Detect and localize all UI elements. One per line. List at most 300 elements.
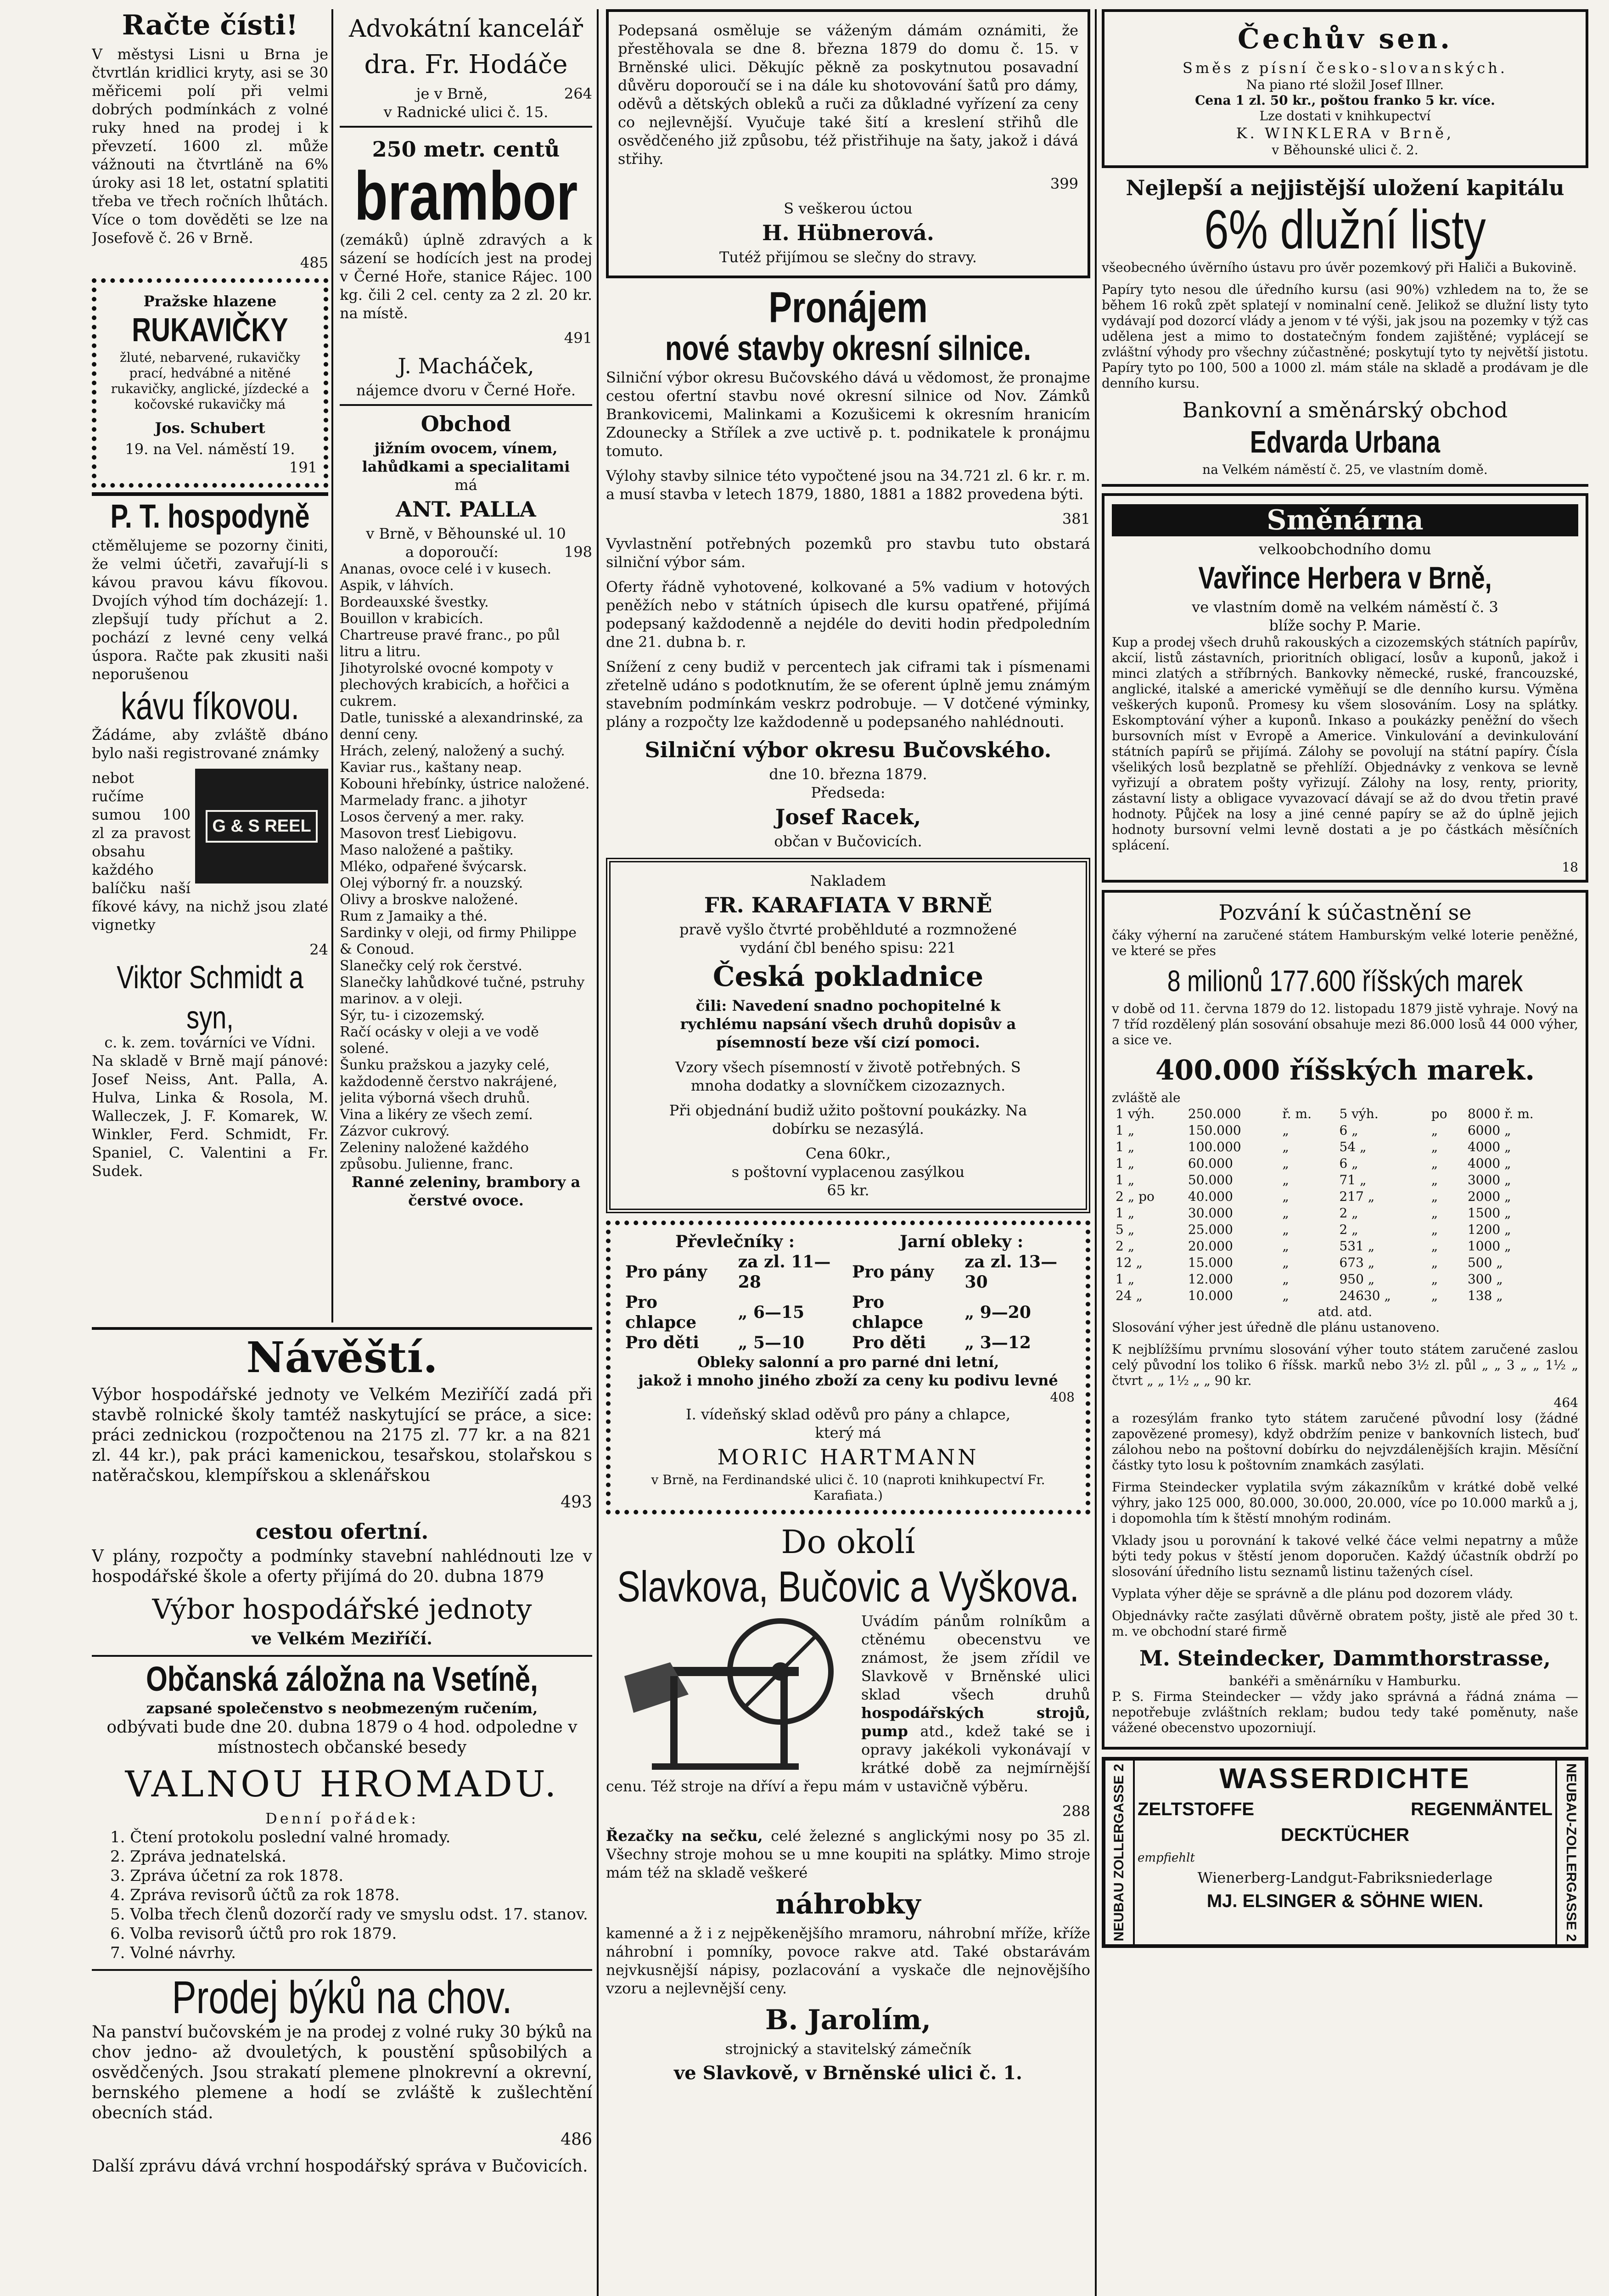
obchod-item: Jihotyrolské ovocné kompoty v plechových krabicích, a hořčici a cukrem. bbox=[340, 660, 570, 709]
hamburg-cell: „ bbox=[1282, 1123, 1289, 1138]
advokat-text bbox=[340, 84, 592, 103]
pt-title: P. T. hospodyně bbox=[110, 497, 310, 535]
obchod-ma: má bbox=[454, 476, 477, 494]
pronajem-sub: nové stavby okresní silnice. bbox=[665, 329, 1032, 368]
hamburg-cell: 5 „ bbox=[1116, 1222, 1135, 1237]
zalozna-p1: odbývati bude dne 20. dubna 1879 o 4 hod. odpoledne v místnostech občanské besedy bbox=[107, 1718, 577, 1757]
karafiat-p2: Při objednání budiž užito poštovní poukázky. Na dobírku se nezasýlá. bbox=[669, 1102, 1027, 1137]
obchod-item: Losos červený a mer. raky. bbox=[340, 809, 525, 825]
wasserdichte-d: empfiehlt bbox=[1138, 1851, 1195, 1865]
hamburg-cell: 950 „ bbox=[1339, 1272, 1375, 1287]
obchod-item: Masovon tresť Liebigovu. bbox=[340, 826, 517, 842]
divider bbox=[92, 1969, 592, 1971]
divider bbox=[1102, 484, 1588, 487]
hamburg-cell: 30.000 bbox=[1188, 1205, 1233, 1221]
column-rule bbox=[331, 9, 333, 1322]
divider bbox=[92, 1327, 592, 1330]
karafiat-top: Nakladem bbox=[810, 872, 886, 889]
karafiat-p1: Vzory všech písemností v životě potřebných. S mnoha dodatky a slovníčkem cizozaznych. bbox=[675, 1058, 1021, 1094]
obchod-item: Hrách, zelený, naložený a suchý. bbox=[340, 743, 565, 759]
karafiat-desc: čili: Navedení snadno pochopitelné k rychlému napsání všech druhů dopisův a písemností beze vší cizí pomoci. bbox=[680, 997, 1016, 1051]
hamburg-cell: 1200 „ bbox=[1467, 1222, 1511, 1237]
cech-line5: K. WINKLERA v Brně, bbox=[1236, 124, 1454, 142]
hamburg-cell: 6 „ bbox=[1339, 1156, 1358, 1171]
hamburg-cell: 8000 ř. m. bbox=[1467, 1106, 1534, 1121]
obchod-ad bbox=[340, 404, 592, 1210]
hamburg-row bbox=[1112, 1155, 1578, 1172]
hubnerova-text: Podepsaná osměluje se váženým dámám oznámiti, že přestěhovala se dne 8. března 1879 do domu č. 15. v Brněnské ulici. Děkujíc pěkně za poskytnutou posavadní důvěru doporoučí se i na dále ku shotovování šatů pro dámy, oděvů a dětských obleků a ruči za důkladné vyřízení za ceny co nejlevnější. Vyučuje také šití a kreslení střihů dle osvědčeného již způsobu, též přistřihuje na šaty, jakož i dává střihy. bbox=[618, 22, 1078, 168]
hamburg-big2: 400.000 říšských marek. bbox=[1155, 1054, 1535, 1086]
brambor-big: brambor bbox=[354, 158, 578, 235]
hamburg-p7: Vklady jsou u porovnání k takové velké čáce velmi nepatrny a může býti tedy pokus v štěstí jenom doporučen. Každý účastník obdrží po slosování úředního listu seznamů listinu tažených císel. bbox=[1112, 1533, 1578, 1579]
jarolim-sub: strojnický a stavitelský zámečník bbox=[725, 2040, 971, 2058]
pt-big: kávu fíkovou. bbox=[121, 684, 299, 727]
hartmann-cell: Pro chlapce bbox=[625, 1293, 697, 1332]
hamburg-label: zvláště ale bbox=[1112, 1090, 1181, 1105]
hamburg-cell: 2000 „ bbox=[1467, 1189, 1511, 1204]
karafiat-name: FR. KARAFIATA V BRNĚ bbox=[704, 893, 992, 917]
obchod-item: Slanečky lahůdkové tučné, pstruhy marinov. a v oleji. bbox=[340, 974, 585, 1007]
obchod-item: Šunku pražskou a jazyky celé, každodenně čerstvo nakrájené, jelita výborná všech druhů. bbox=[340, 1057, 558, 1106]
hartmann-p3: I. vídeňský sklad oděvů pro pány a chlapce, bbox=[686, 1406, 1010, 1423]
cech-line4: Lze dostati v knihkupectví bbox=[1259, 108, 1431, 124]
hubnerova-greet: S veškerou úctou bbox=[784, 200, 913, 217]
hamburg-p2: v době od 11. června 1879 do 12. listopadu 1879 jistě vyhraje. Nový na 7 tříd rozdělený plán sosování obsahuje mezi 86.000 losů 44 000 výher, a sice ve. bbox=[1112, 1001, 1578, 1047]
obchod-item: Zázvor cukrový. bbox=[340, 1123, 450, 1139]
hamburg-cell: 2 „ bbox=[1339, 1222, 1358, 1237]
obchod-item: Marmelady franc. a jihotyr bbox=[340, 793, 527, 809]
gloves-title: RUKAVIČKY bbox=[132, 311, 288, 349]
hamburg-cell: ř. m. bbox=[1282, 1106, 1312, 1121]
hartmann-number: 408 bbox=[1050, 1390, 1075, 1405]
hamburg-cell: „ bbox=[1431, 1123, 1438, 1138]
zalozna-list bbox=[92, 1828, 592, 1963]
karafiat-ad bbox=[606, 858, 1090, 1213]
column-rule bbox=[597, 9, 599, 2296]
hamburg-name: M. Steindecker, Dammthorstrasse, bbox=[1139, 1646, 1551, 1671]
wasserdichte-title: WASSERDICHTE bbox=[1219, 1763, 1471, 1795]
hamburg-cell: 4000 „ bbox=[1467, 1139, 1511, 1154]
hamburg-cell: 1 „ bbox=[1116, 1205, 1135, 1221]
pronajem-sub2: občan v Bučovicích. bbox=[774, 833, 922, 850]
pt-text: ctěmělujeme se pozorny činiti, že velmi účetři, zavařují-li s kávou pravou kávu fíkovou. Dvojích výhod tím docházejí: 1. zlepšují tudy příchut a 2. pochází z levné ceny velká úspora. Račte pak zkusiti naši neporušenou bbox=[92, 537, 328, 683]
wasserdichte-e: Wienerberg-Landgut-Fabriksniederlage bbox=[1197, 1869, 1493, 1886]
obchod-item: Ananas, ovoce celé i v kusech. bbox=[340, 561, 552, 577]
hamburg-cell: „ bbox=[1431, 1189, 1438, 1204]
naveste-title: Návěští. bbox=[246, 1333, 438, 1382]
machine-illustration bbox=[606, 1612, 854, 1777]
pronajem-name: Josef Racek, bbox=[775, 805, 921, 829]
cech-line2: Na piano rté složil Josef Illner. bbox=[1246, 77, 1444, 92]
hamburg-cell: 24 „ bbox=[1116, 1288, 1143, 1303]
jarolim-address: ve Slavkově, v Brněnské ulici č. 1. bbox=[674, 2062, 1022, 2084]
naveste-sub: ve Velkém Meziříčí. bbox=[252, 1629, 432, 1649]
hartmann-name: MORIC HARTMANN bbox=[717, 1445, 979, 1469]
hartmann-p4: který má bbox=[815, 1424, 881, 1441]
hartmann-h1: Převleč́níky : bbox=[675, 1232, 795, 1251]
obchod-item: Zeleniny naložené každého způsobu. Julienne, franc. bbox=[340, 1140, 529, 1172]
hamburg-cell: 1 „ bbox=[1116, 1172, 1135, 1187]
byky-title: Prodej býků na chov. bbox=[172, 1971, 512, 2023]
hartmann-rows bbox=[622, 1252, 1075, 1353]
obchod-item: Račí ocásky v oleji a ve vodě solené. bbox=[340, 1024, 539, 1057]
jarolim-p2: atd., kdež také se i opravy jakékoli vykonávají v krátké době za nejmírnější cenu. Též stroje na dříví a řepu mám v ustavičně výběru. bbox=[606, 1722, 1090, 1795]
schmidt-text: Na skladě v Brně mají pánové: Josef Neiss, Ant. Palla, A. Hulva, Linka & Rosola, M. Walleczek, J. F. Komarek, W. Winkler, Ferd. Schmidt, Fr. Spaniel, C. Valentini a Fr. Sudek. bbox=[92, 1052, 328, 1180]
hamburg-p4: K nejblížšímu prvnímu slosování výher touto státem zaručené zaslou celý původní los toliko 6 říšsk. marků nebo 3½ zl. půl „ „ 3 „ „ 1½ „ čtvrt „ „ 1½ „ „ 90 kr. bbox=[1112, 1342, 1578, 1388]
hubnerova-ad bbox=[606, 9, 1090, 278]
hamburg-big: 8 milionů 177.600 říšských marek bbox=[1167, 964, 1523, 998]
smenarna-name: Vavřince Herbera v Brně, bbox=[1198, 561, 1492, 596]
obchod-item: Mléko, odpařené švýcarsk. bbox=[340, 859, 527, 875]
pt-text-3: nebot ručíme sumou 100 zl za pravost obsahu každého balíčku naší fíkové kávy, na nichž jsou zlaté vignetky bbox=[92, 769, 328, 934]
hartmann-p1: Obleky salonní a pro parné dni letní, bbox=[697, 1353, 999, 1371]
pt-text-2: Žádáme, aby zvláště dbáno bylo naši registrované známky bbox=[92, 726, 328, 762]
hamburg-ps: P. S. Firma Steindecker — vždy jako správná a řádná známa — nepotřebuje zvláštních reklam; budou tedy také poměnuty, naše vážené obecenstvo upozorniují. bbox=[1112, 1689, 1578, 1735]
cech-sub: Směs z písní česko-slovanských. bbox=[1182, 59, 1508, 77]
brambor-sub: nájemce dvoru v Černé Hoře. bbox=[356, 382, 576, 399]
gloves-name: Jos. Schubert bbox=[155, 419, 265, 437]
obchod-item: Bordeauxské švestky. bbox=[340, 594, 489, 610]
naveste-p1: Výbor hospodářské jednoty ve Velkém Meziříčí zadá při stavbě rolnické školy tamtéž naskytující se práce, a sice: práci zednickou (rozpočtenou na 2175 zl. 77 kr. a na 821 zl. 44 kr.), pak práci kamenickou, tesařskou, stolařskou s natěračskou, klempířskou a sklenářskou bbox=[92, 1385, 592, 1485]
hamburg-p5: a rozesýlám franko tyto státem zaručené původní losy (žádné zapovězené promesy), když obdržím penize v bankovních listech, buď zálohou nebo na poštovní dobírku do nejvzdálenějších krajin. Měsíční částky tyto losu k poštovním znamkách zasýlati. bbox=[1112, 1411, 1578, 1473]
hamburg-cell: „ bbox=[1282, 1238, 1289, 1254]
wasserdichte-f: MJ. ELSINGER & SÖHNE WIEN. bbox=[1206, 1891, 1484, 1911]
brambor-text: (zemáků) úplně zdravých a k sázení se hodících jest na prodej v Černé Hoře, stanice Rájec. 100 kg. čili 2 cel. centy za 2 zl. 20 kr. na místě. bbox=[340, 231, 592, 322]
hartmann-cell: „ 9—20 bbox=[964, 1303, 1031, 1322]
hamburg-cell: 217 „ bbox=[1339, 1189, 1375, 1204]
hartmann-head bbox=[622, 1232, 1075, 1252]
pronajem-title: Pronájem bbox=[768, 283, 928, 332]
hamburg-cell: 2 „ bbox=[1116, 1238, 1135, 1254]
karafiat-price2: s poštovní vyplacenou zasýlkou bbox=[731, 1163, 965, 1181]
gloves-body: žluté, nebarvené, rukavičky prací, hedvábné a nitěné rukavičky, anglické, jízdecké a kočovské rukavičky má bbox=[111, 350, 309, 412]
hamburg-number: 464 bbox=[1553, 1395, 1578, 1410]
pt-logo bbox=[195, 769, 328, 884]
naveste-bold: cestou ofertní. bbox=[255, 1519, 429, 1544]
cech-ad bbox=[1102, 9, 1588, 168]
hamburg-cell: 250.000 bbox=[1188, 1106, 1241, 1121]
jarolim-t2: Slavkova, Bučovic a Vyškova. bbox=[617, 1562, 1079, 1611]
hartmann-h2: Jarní obleky : bbox=[899, 1232, 1024, 1251]
hamburg-row bbox=[1112, 1139, 1578, 1155]
wasserdichte-c: DECKTÜCHER bbox=[1281, 1825, 1409, 1845]
hamburg-cell: 673 „ bbox=[1339, 1255, 1375, 1270]
hamburg-cell: „ bbox=[1431, 1156, 1438, 1171]
column-3 bbox=[606, 9, 1090, 2296]
bottom-left-section bbox=[92, 1327, 592, 2296]
hamburg-cell: 6000 „ bbox=[1467, 1123, 1511, 1138]
obchod-address: v Brně, v Běhounské ul. 10 bbox=[366, 525, 566, 542]
divider bbox=[92, 492, 328, 496]
hamburg-cell: „ bbox=[1282, 1288, 1289, 1303]
zalozna-item: 3. Zpráva účetní za rok 1878. bbox=[110, 1867, 344, 1885]
machine-icon bbox=[606, 1612, 854, 1777]
jarolim-p4: kamenné a ž i z nejpěkenějšího mramoru, náhrobní mříže, kříže náhrobní i pomníky, povoce rakve atd. Také obstarávám nejvkusnější nápisy, pozlacování a vyskače dle nejnovějšího vzoru a nejlevnější ceny. bbox=[606, 1925, 1090, 1997]
hamburg-cell: 150.000 bbox=[1188, 1123, 1241, 1138]
zalozna-item: 7. Volné návrhy. bbox=[110, 1944, 236, 1962]
hamburg-cell: 1 výh. bbox=[1116, 1106, 1155, 1121]
hamburg-cell: „ bbox=[1282, 1205, 1289, 1221]
obchod-item: Rum z Jamaiky a thé. bbox=[340, 908, 488, 924]
wasserdichte-right bbox=[1555, 1761, 1585, 1944]
hartmann-cell: Pro děti bbox=[852, 1333, 926, 1352]
hamburg-cell: 5 výh. bbox=[1339, 1106, 1379, 1121]
hamburg-row bbox=[1112, 1288, 1578, 1304]
karafiat-number: 221 bbox=[928, 939, 956, 957]
hamburg-ad bbox=[1102, 890, 1588, 1750]
jarolim-p1-text: Uvádím pánům rolníkům a ctěnému obecenstvu ve známost, že jsem zřídil ve Slavkově v Brněnské ulici sklad všech druhů bbox=[861, 1612, 1090, 1703]
hamburg-row bbox=[1112, 1122, 1578, 1139]
hamburg-cell: „ bbox=[1431, 1288, 1438, 1303]
smenarna-text: Kup a prodej všech druhů rakouských a cizozemských státních papírův, akcií, listů zástavních, prioritních obligací, losův a kuponů, jakož i minci zlatých a stříbrných. Bankovky německé, ruské, francouzské, anglické, italské a americké vyměňují se dle denního kursu. Výměna veškerých kuponů. Promesy ku všem slosováním. Losy na splátky. Eskomptování výher a kuponů. Inkaso a poukázky peněžní do všech bursovních míst v Evropě a Americe. Vinkulování a devinkulování státních papírů se přijímá. Zálohy se povolují na státní papíry. Čísla všelikých losů bezplatně se přehlíží. Objednávky z venkova se levně vyřizují a obratem pošty vyřizují. Zálohy na losy, renty, priority, zástavní listy a obligace vyvazovací dávají se až do dvou třetin pravé hodnoty. Půjček na losy a jiné cenné papíry se až do úplně jejich hodnoty bursovní velmi levně dostati a je po částkách měsíčních splácení. bbox=[1112, 635, 1578, 853]
hamburg-row bbox=[1112, 1205, 1578, 1221]
obchod-item: Olej výborný fr. a nouzský. bbox=[340, 875, 523, 891]
hamburg-rows bbox=[1112, 1106, 1578, 1304]
advokat-address: v Radnické ulici č. 15. bbox=[383, 103, 549, 121]
hamburg-table bbox=[1112, 1106, 1578, 1304]
zalozna-item: 4. Zpráva revisorů účtů za rok 1878. bbox=[110, 1886, 400, 1904]
zalozna-title: Občanská záložna na Vsetíně, bbox=[146, 1660, 538, 1699]
advokat-number: 264 bbox=[564, 85, 592, 102]
hamburg-title: Pozvání k súčastnění se bbox=[1218, 900, 1472, 925]
obchod-item: Sardinky v oleji, od firmy Philippe & Conoud. bbox=[340, 925, 577, 957]
gloves-ad bbox=[92, 278, 328, 488]
hamburg-cell: 40.000 bbox=[1188, 1189, 1233, 1204]
obchod-item: Sýr, tu- i cizozemský. bbox=[340, 1007, 485, 1024]
hubnerova-foot: Tutéž přijímou se slečny do stravy. bbox=[719, 248, 977, 266]
jarolim-b2: Řezačky na sečku, bbox=[606, 1827, 763, 1845]
herbert-ad bbox=[1102, 493, 1588, 883]
pronajem-sign: Silniční výbor okresu Bučovského. bbox=[645, 737, 1052, 762]
hamburg-cell: 54 „ bbox=[1339, 1139, 1367, 1154]
dluzni-big: 6% dlužní listy bbox=[1204, 199, 1486, 261]
smenarna-address2: blíže sochy P. Marie. bbox=[1269, 617, 1421, 634]
hamburg-cell: 15.000 bbox=[1188, 1255, 1233, 1270]
ad-title: Račte čísti! bbox=[122, 9, 298, 41]
jarolim-b3: náhrobky bbox=[775, 1888, 921, 1920]
jarolim-body bbox=[606, 1612, 1090, 1802]
zalozna-sub: zapsané společenstvo s neobmezeným ručením, bbox=[146, 1699, 538, 1717]
obchod-number: 198 bbox=[564, 543, 592, 561]
naveste-sign: Výbor hospodářské jednoty bbox=[152, 1593, 532, 1626]
hamburg-row bbox=[1112, 1106, 1578, 1122]
jarolim-t1: Do okolí bbox=[781, 1523, 915, 1561]
cech-line3: Cena 1 zl. 50 kr., poštou franko 5 kr. více. bbox=[1195, 93, 1495, 108]
hamburg-cell: „ bbox=[1282, 1272, 1289, 1287]
pt-logo-text: G & S REEL bbox=[206, 810, 317, 843]
hubnerova-name: H. Hübnerová. bbox=[762, 220, 934, 245]
hamburg-cell: „ bbox=[1431, 1139, 1438, 1154]
column-1 bbox=[92, 9, 328, 1313]
byky-p1: Na panství bučovském je na prodej z volné ruky 30 býků na chov jedno- až dvouletých, k poustění spůsobilých a osvědčených. Jsou strakatí plemene plnokrevní a okrevní, bernského plemene a hodí se zvláště k zušlechtění obecních stád. bbox=[92, 2023, 592, 2122]
hartmann-p2: jakož i mnoho jiného zboží za ceny ku podivu levné bbox=[638, 1372, 1058, 1389]
smenarna-title: Směnárna bbox=[1112, 504, 1578, 536]
hartmann-cell: Pro pány bbox=[852, 1262, 934, 1282]
pronajem-predseda: Předseda: bbox=[811, 784, 886, 801]
jarolim-p3 bbox=[606, 1827, 1090, 1882]
brambor-name: J. Macháček, bbox=[398, 354, 534, 378]
hamburg-cell: 20.000 bbox=[1188, 1238, 1233, 1254]
hamburg-p8: Vyplata výher děje se správně a dle plánu pod dozorem vlády. bbox=[1112, 1586, 1514, 1601]
hamburg-cell: 71 „ bbox=[1339, 1172, 1367, 1187]
gloves-number: 191 bbox=[289, 459, 317, 476]
hamburg-cell: 1 „ bbox=[1116, 1272, 1135, 1287]
pronajem-p3: Vyvlastnění potřebných pozemků pro stavbu tuto obstará silniční výbor sám. bbox=[606, 535, 1090, 571]
hamburg-row bbox=[1112, 1238, 1578, 1255]
hamburg-row bbox=[1112, 1255, 1578, 1271]
hamburg-cell: 300 „ bbox=[1467, 1272, 1503, 1287]
pronajem-p1: Silniční výbor okresu Bučovského dává u vědomost, že pronajme cestou ofertní stavbu nové okresní silnice od Nov. Zámků Brankovicemi, Malinkami a Kozušicemi k okresním hranicím Zdounecky a Střílek a zve uctivě p. t. podnikatele k pronájmu tomuto. bbox=[606, 369, 1090, 460]
jarolim-name: B. Jarolím, bbox=[765, 2004, 931, 2036]
obchod-list bbox=[340, 561, 592, 1173]
hamburg-cell: 100.000 bbox=[1188, 1139, 1241, 1154]
karafiat-sub-text: pravě vyšlo čtvrté proběhlduté a rozmnožené vydání čbl beného spisu: bbox=[679, 921, 1017, 957]
obchod-item: Olivy a broskve naložené. bbox=[340, 892, 519, 908]
dluzni-address: na Velkém náměstí č. 25, ve vlastním domě. bbox=[1202, 462, 1488, 477]
hamburg-cell: 12 „ bbox=[1116, 1255, 1143, 1270]
dluzni-l1: všeobecného úvěrního ústavu pro úvěr pozemkový při Haliči a Bukovině. bbox=[1102, 260, 1577, 275]
wasserdichte-a: ZELTSTOFFE bbox=[1138, 1799, 1255, 1819]
obchod-item: Aspik, v láhvích. bbox=[340, 578, 454, 594]
karafiat-price3: 65 kr. bbox=[827, 1182, 869, 1199]
hamburg-cell: „ bbox=[1282, 1156, 1289, 1171]
hamburg-cell: „ bbox=[1431, 1238, 1438, 1254]
obchod-item: Chartreuse pravé franc., po půl litru a litru. bbox=[340, 627, 560, 660]
hamburg-cell: „ bbox=[1282, 1139, 1289, 1154]
naveste-p2: V plány, rozpočty a podmínky stavební nahlédnouti lze v hospodářské škole a oferty přijímá do 20. dubna 1879 bbox=[92, 1547, 592, 1586]
hamburg-cell: 60.000 bbox=[1188, 1156, 1233, 1171]
hamburg-cell: 25.000 bbox=[1188, 1222, 1233, 1237]
schmidt-sub: c. k. zem. továrníci ve Vídni. bbox=[104, 1034, 316, 1051]
obchod-item: Vina a likéry ze všech zemí. bbox=[340, 1107, 533, 1123]
advokat-name: dra. Fr. Hodáče bbox=[364, 50, 568, 79]
obchod-item: Kaviar rus., kaštany neap. bbox=[340, 760, 522, 776]
hamburg-cell: 2 „ bbox=[1339, 1205, 1358, 1221]
karafiat-price: Cena 60kr., bbox=[805, 1145, 891, 1162]
wasserdichte-left-text: NEUBAU ZOLLERGASSE 2 bbox=[1111, 1763, 1127, 1941]
obchod-name: ANT. PALLA bbox=[396, 497, 536, 522]
hamburg-p6: Firma Steindecker vyplatila svým zákazníkům v krátké době velké výhry, jako 125 000, 80.000, 30.000, 20.000, více po 10.000 marků a j, i dopomohla tím k štěstí mnohým rodinám. bbox=[1112, 1480, 1578, 1526]
hamburg-cell: „ bbox=[1431, 1172, 1438, 1187]
hamburg-row bbox=[1112, 1221, 1578, 1238]
smenarna-sub: velkoobchodního domu bbox=[1259, 540, 1431, 558]
hamburg-p3: Slosování výher jest úředně dle plánu ustanoveno. bbox=[1112, 1320, 1440, 1335]
smenarna-address: ve vlastním domě na velkém náměstí č. 3 bbox=[1192, 598, 1498, 616]
hamburg-cell: 1500 „ bbox=[1467, 1205, 1511, 1221]
hamburg-cell: 500 „ bbox=[1467, 1255, 1503, 1270]
schmidt-title: Viktor Schmidt a syn, bbox=[117, 959, 303, 1035]
pronajem-p2: Výlohy stavby silnice této vypočtené jsou na 34.721 zl. 6 kr. r. m. a musí stavba v letech 1879, 1880, 1881 a 1882 provedena býti. bbox=[606, 467, 1090, 503]
zalozna-item: 6. Volba revisorů účtů pro rok 1879. bbox=[110, 1925, 397, 1943]
hartmann-cell: „ 6—15 bbox=[738, 1303, 805, 1322]
hartmann-ad bbox=[606, 1221, 1090, 1514]
hubnerova-number: 399 bbox=[1050, 175, 1078, 192]
hamburg-cell: 1 „ bbox=[1116, 1156, 1135, 1171]
zalozna-big: VALNOU HROMADU. bbox=[125, 1764, 559, 1805]
hamburg-cell: „ bbox=[1282, 1255, 1289, 1270]
hartmann-cell: Pro děti bbox=[625, 1333, 699, 1352]
dluzni-l2: Papíry tyto nesou dle úředního kursu (asi 90%) vzhledem na to, že se během 16 roků zpět splatejí v nominalní ceně. Jelikož se dlužní listy tyto vydávají pod dozorcí vlády a jenom v té výši, jak jsou na pozemky v týž cas udělena jest a mimo to dostatečným fondem zajištěné; vyplácejí se zvláštní výhody pro všechny zúčastněné; poskytují tyto ty největší jistotu. Papíry tyto po 100, 500 a 1000 zl. mám stále na skladě a prodávam je dle denního kursu. bbox=[1102, 282, 1588, 391]
gloves-head: Pražske hlazene bbox=[143, 293, 277, 310]
obchod-title: Obchod bbox=[420, 411, 511, 436]
jarolim-b1: hospodářských strojů, pump bbox=[861, 1704, 1090, 1740]
dluzni-bank: Bankovní a směnárský obchod bbox=[1182, 398, 1508, 422]
wasserdichte-row bbox=[1138, 1797, 1553, 1821]
hamburg-cell: 10.000 bbox=[1188, 1288, 1233, 1303]
hamburg-sub: bankéři a směnárníku v Hamburku. bbox=[1229, 1673, 1461, 1688]
hamburg-cell: „ bbox=[1282, 1222, 1289, 1237]
wasserdichte-ad bbox=[1102, 1757, 1588, 1948]
column-rule bbox=[1095, 9, 1097, 2296]
obchod-item: Datle, tunisské a alexandrinské, za denní ceny. bbox=[340, 710, 583, 743]
pt-logo-block bbox=[92, 769, 328, 940]
column-2 bbox=[340, 9, 592, 1313]
column-4 bbox=[1102, 9, 1588, 2296]
advokat-text-value: je v Brně, bbox=[416, 85, 488, 102]
hamburg-cell: 1 „ bbox=[1116, 1123, 1135, 1138]
hamburg-cell: 2 „ po bbox=[1116, 1189, 1155, 1204]
gloves-address: 19. na Vel. náměstí 19. bbox=[125, 440, 295, 458]
zalozna-item: 2. Zpráva jednatelská. bbox=[110, 1847, 286, 1866]
byky-number: 486 bbox=[561, 2130, 592, 2149]
hamburg-cell: 50.000 bbox=[1188, 1172, 1233, 1187]
dluzni-head: Nejlepší a nejjistější uložení kapitálu bbox=[1126, 175, 1564, 200]
obchod-recommend bbox=[340, 543, 592, 561]
hamburg-cell: „ bbox=[1431, 1222, 1438, 1237]
naveste-number: 493 bbox=[561, 1493, 592, 1512]
hartmann-cell: „ 5—10 bbox=[738, 1333, 805, 1352]
advokat-ad bbox=[340, 13, 592, 128]
zalozna-item: 5. Volba třech členů dozorčí rady ve smyslu odst. 17. stanov. bbox=[110, 1905, 588, 1924]
hamburg-cell: 12.000 bbox=[1188, 1272, 1233, 1287]
hamburg-cell: 138 „ bbox=[1467, 1288, 1503, 1303]
hartmann-cell: Pro pány bbox=[625, 1262, 707, 1282]
cech-title: Čechův sen. bbox=[1238, 23, 1452, 55]
hartmann-table bbox=[622, 1232, 1075, 1353]
hamburg-cell: 1 „ bbox=[1116, 1139, 1135, 1154]
hamburg-cell: 531 „ bbox=[1339, 1238, 1375, 1254]
hartmann-cell: Pro chlapce bbox=[852, 1293, 924, 1332]
pronajem-p5: Snížení z ceny budiž v percentech jak ciframi tak i písmenami zřetelně udáno s podotknutím, že se oferent úplně jemu známým stavebním podmínkám veskrz podrobuje. — V dotčené výminky, plány a rozpočty lze každodenně u podepsaného nahlédnouti. bbox=[606, 658, 1090, 731]
hartmann-cell: „ 3—12 bbox=[964, 1333, 1031, 1352]
brambor-number: 491 bbox=[564, 329, 592, 347]
divider bbox=[92, 1655, 592, 1657]
zalozna-program: Denní pořádek: bbox=[265, 1810, 419, 1827]
hamburg-cell: 24630 „ bbox=[1339, 1288, 1391, 1303]
obchod-end: Ranné zeleniny, brambory a čerstvé ovoce. bbox=[351, 1173, 581, 1209]
wasserdichte-b: REGENMÄNTEL bbox=[1411, 1799, 1553, 1819]
pronajem-number: 381 bbox=[1062, 510, 1090, 528]
zalozna-item: 1. Čtení protokolu poslední valné hromady. bbox=[110, 1828, 451, 1846]
wasserdichte-right-text: NEUBAU-ZOLLERGASSE 2 bbox=[1564, 1763, 1579, 1942]
jarolim-number: 288 bbox=[1062, 1802, 1090, 1820]
hartmann-row bbox=[622, 1333, 1075, 1353]
hamburg-row bbox=[1112, 1271, 1578, 1288]
hamburg-atd: atd. atd. bbox=[1317, 1304, 1373, 1319]
byky-p2: Další zprávu dává vrchní hospodářský správa v Bučovicích. bbox=[92, 2157, 588, 2176]
obchod-sub: jižním ovocem, vínem, lahůdkami a specialitami bbox=[362, 439, 570, 475]
hamburg-cell: „ bbox=[1431, 1205, 1438, 1221]
dluzni-name: Edvarda Urbana bbox=[1250, 425, 1441, 460]
hartmann-cell: za zl. 13—30 bbox=[964, 1252, 1058, 1292]
karafiat-title: Česká pokladnice bbox=[712, 961, 984, 993]
hamburg-cell: „ bbox=[1282, 1172, 1289, 1187]
pt-number: 24 bbox=[309, 941, 328, 958]
pronajem-p4: Oferty řádně vyhotovené, kolkované a 5% vadium v hotových peněžích nebo v státních úpisech dle kursu opatřené, přijímá podepsaný každodenně a nejdéle do deviti hodin předpoledním dne 21. dubna b. r. bbox=[606, 578, 1090, 651]
hartmann-cell: za zl. 11—28 bbox=[738, 1252, 831, 1292]
advokat-title: Advokátní kancelář bbox=[349, 15, 583, 43]
hamburg-cell: po bbox=[1431, 1106, 1447, 1121]
